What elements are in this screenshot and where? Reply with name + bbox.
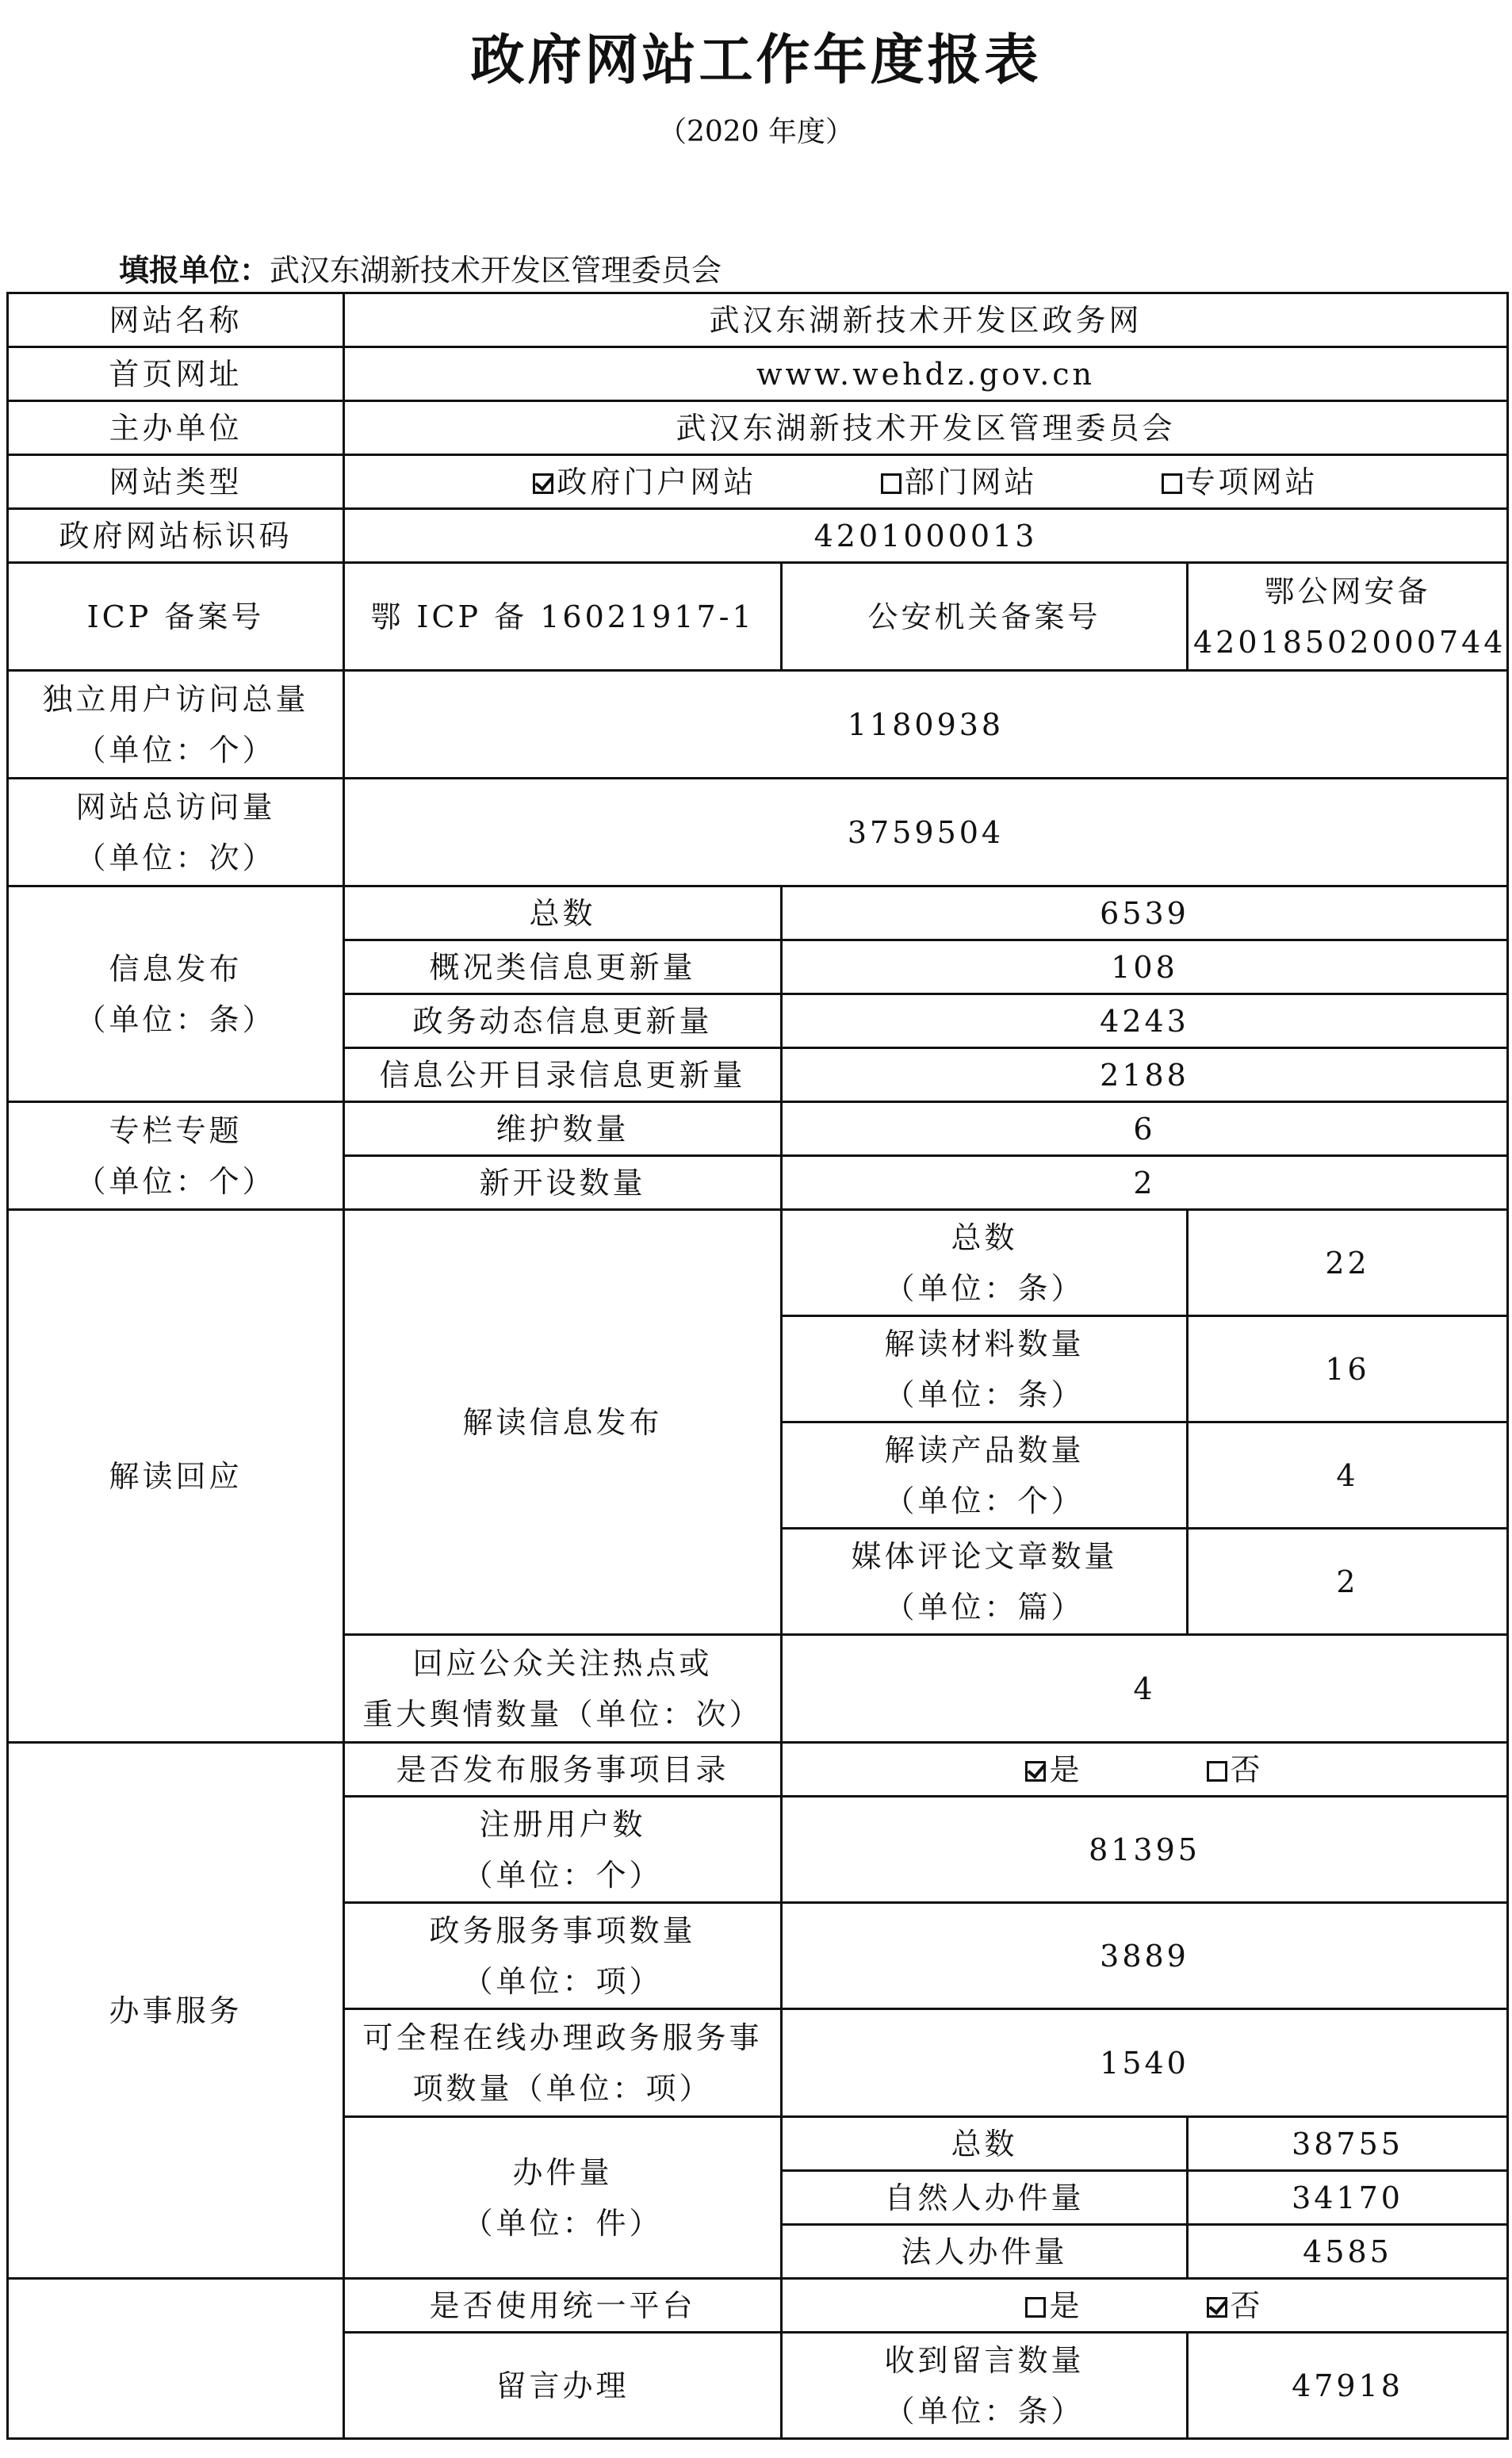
interp-row-label-line1: 总数: [951, 1219, 1018, 1255]
items-value: 3889: [782, 1903, 1508, 2009]
users-label-unit: （单位：个）: [462, 1857, 663, 1893]
column-row-label: 新开设数量: [344, 1156, 782, 1210]
uv-label-line1: 独立用户访问总量: [42, 681, 309, 717]
volume-label-unit: （单位：件）: [462, 2205, 663, 2241]
volume-row-value: 4585: [1188, 2225, 1508, 2279]
pv-label-unit: （单位：次）: [75, 840, 276, 875]
catalog-no-label: 否: [1230, 1752, 1264, 1787]
uv-label-unit: （单位：个）: [75, 732, 276, 768]
message-sub-label-unit: （单位：条）: [884, 2393, 1085, 2429]
police-record-value: [1188, 563, 1508, 671]
site-type-options: [344, 455, 1508, 509]
message-sub-label-line1: 收到留言数量: [884, 2342, 1085, 2378]
info-row-value: 108: [782, 940, 1508, 994]
table-row: [8, 779, 1508, 886]
platform-label: 是否使用统一平台: [344, 2279, 782, 2333]
police-record-line2: 42018502000744: [1193, 624, 1506, 660]
catalog-label: 是否发布服务事项目录: [344, 1743, 782, 1797]
report-table: [6, 292, 1509, 2440]
site-type-label: 网站类型: [8, 455, 344, 509]
catalog-option-yes[interactable]: [1025, 1744, 1082, 1795]
interp-row-label: [782, 1210, 1188, 1316]
fill-unit-value: 武汉东湖新技术开发区管理委员会: [270, 253, 722, 288]
interp-row-label-unit: （单位：条）: [884, 1376, 1085, 1412]
table-row: [8, 509, 1508, 563]
checkbox-checked-icon[interactable]: [1025, 1761, 1046, 1782]
checkbox-checked-icon[interactable]: [533, 473, 553, 494]
pv-label-line1: 网站总访问量: [75, 789, 276, 825]
info-row-label: 总数: [344, 886, 782, 940]
home-url-label: 首页网址: [8, 347, 344, 401]
site-id-label: 政府网站标识码: [8, 509, 344, 563]
table-row: [8, 2279, 1508, 2333]
checkbox-checked-icon[interactable]: [1207, 2297, 1227, 2318]
fill-unit: [119, 246, 722, 289]
platform-option-yes[interactable]: [1025, 2280, 1082, 2331]
users-value: 81395: [782, 1797, 1508, 1903]
column-row-value: 6: [782, 1102, 1508, 1156]
table-row: [8, 563, 1508, 671]
volume-row-label: 总数: [782, 2117, 1188, 2171]
volume-row-label: 法人办件量: [782, 2225, 1188, 2279]
column-row-label: 维护数量: [344, 1102, 782, 1156]
platform-yes-label: 是: [1049, 2288, 1083, 2323]
interp-row-label-line1: 解读材料数量: [884, 1326, 1085, 1361]
fill-unit-label: 填报单位：: [119, 253, 270, 288]
info-row-label: 概况类信息更新量: [344, 940, 782, 994]
catalog-options: [782, 1743, 1508, 1797]
interp-row-label: [782, 1422, 1188, 1529]
info-row-value: 6539: [782, 886, 1508, 940]
interp-label: 解读回应: [8, 1210, 344, 1743]
icp-label: ICP 备案号: [8, 563, 344, 671]
hot-label: [344, 1635, 782, 1743]
host-unit-label: 主办单位: [8, 401, 344, 455]
column-label-line1: 专栏专题: [109, 1112, 243, 1148]
message-sub-label: [782, 2333, 1188, 2439]
volume-row-value: 34170: [1188, 2171, 1508, 2225]
site-type-option-label: 政府门户网站: [557, 464, 757, 500]
catalog-option-no[interactable]: [1207, 1744, 1264, 1795]
platform-option-no[interactable]: [1207, 2280, 1264, 2331]
table-row: [8, 455, 1508, 509]
site-type-option-portal[interactable]: [533, 457, 756, 507]
volume-label: [344, 2117, 782, 2279]
page-title: 政府网站工作年度报表: [470, 29, 1042, 92]
pv-label: [8, 779, 344, 886]
site-name-label: 网站名称: [8, 293, 344, 347]
checkbox-unchecked-icon[interactable]: [1162, 473, 1182, 494]
info-row-value: 4243: [782, 994, 1508, 1048]
interp-row-value: 2: [1188, 1529, 1508, 1635]
site-type-option-label: 专项网站: [1185, 464, 1319, 500]
police-record-line1: 鄂公网安备: [1264, 573, 1431, 609]
message-label: 留言办理: [344, 2333, 782, 2439]
platform-no-label: 否: [1230, 2288, 1264, 2323]
info-row-value: 2188: [782, 1048, 1508, 1102]
online-label: [344, 2009, 782, 2117]
site-type-option-special[interactable]: [1162, 457, 1319, 507]
uv-label: [8, 671, 344, 779]
online-value: 1540: [782, 2009, 1508, 2117]
site-type-option-label: 部门网站: [904, 464, 1038, 500]
report-year: （2020 年度）: [657, 116, 855, 148]
info-row-label: 信息公开目录信息更新量: [344, 1048, 782, 1102]
column-label-unit: （单位：个）: [75, 1163, 276, 1199]
table-row: [8, 293, 1508, 347]
host-unit-value: 武汉东湖新技术开发区管理委员会: [344, 401, 1508, 455]
column-label: [8, 1102, 344, 1210]
table-row: [8, 1210, 1508, 1316]
column-row-value: 2: [782, 1156, 1508, 1210]
interp-row-label-unit: （单位：个）: [884, 1483, 1085, 1518]
table-row: [8, 401, 1508, 455]
table-row: [8, 1743, 1508, 1797]
info-label-unit: （单位：条）: [75, 1001, 276, 1037]
items-label: [344, 1903, 782, 2009]
volume-row-value: 38755: [1188, 2117, 1508, 2171]
volume-label-line1: 办件量: [512, 2154, 613, 2190]
uv-value: 1180938: [344, 671, 1508, 779]
hot-label-line2: 重大舆情数量（单位：次）: [362, 1696, 763, 1732]
checkbox-unchecked-icon[interactable]: [1207, 1761, 1227, 1782]
users-label-line1: 注册用户数: [479, 1806, 646, 1842]
interp-row-label: [782, 1316, 1188, 1422]
interp-sub-label: 解读信息发布: [344, 1210, 782, 1635]
hot-value: 4: [782, 1635, 1508, 1743]
checkbox-unchecked-icon[interactable]: [1025, 2297, 1046, 2318]
police-record-label: 公安机关备案号: [782, 563, 1188, 671]
site-type-option-department[interactable]: [881, 457, 1038, 507]
table-row: [8, 1102, 1508, 1156]
interp-row-label-line1: 媒体评论文章数量: [851, 1538, 1118, 1574]
info-row-label: 政务动态信息更新量: [344, 994, 782, 1048]
online-label-line1: 可全程在线办理政务服务事: [362, 2020, 763, 2055]
site-name-value: 武汉东湖新技术开发区政务网: [344, 293, 1508, 347]
users-label: [344, 1797, 782, 1903]
interp-row-label-unit: （单位：条）: [884, 1270, 1085, 1306]
checkbox-unchecked-icon[interactable]: [881, 473, 901, 494]
online-label-line2: 项数量（单位：项）: [412, 2070, 713, 2106]
home-url-value: www.wehdz.gov.cn: [344, 347, 1508, 401]
interp-row-value: 16: [1188, 1316, 1508, 1422]
interaction-label: [8, 2279, 344, 2439]
interp-row-value: 4: [1188, 1422, 1508, 1529]
interp-row-label-line1: 解读产品数量: [884, 1432, 1085, 1468]
interp-row-label-unit: （单位：篇）: [884, 1589, 1085, 1625]
icp-value: 鄂 ICP 备 16021917-1: [344, 563, 782, 671]
table-row: [8, 671, 1508, 779]
site-id-value: 4201000013: [344, 509, 1508, 563]
platform-options: [782, 2279, 1508, 2333]
info-label-line1: 信息发布: [109, 951, 243, 986]
volume-row-label: 自然人办件量: [782, 2171, 1188, 2225]
pv-value: 3759504: [344, 779, 1508, 886]
hot-label-line1: 回应公众关注热点或: [412, 1645, 713, 1681]
service-label: 办事服务: [8, 1743, 344, 2279]
interp-row-value: 22: [1188, 1210, 1508, 1316]
info-label: [8, 886, 344, 1102]
table-row: [8, 347, 1508, 401]
catalog-yes-label: 是: [1049, 1752, 1083, 1787]
items-label-unit: （单位：项）: [462, 1963, 663, 1999]
interp-row-label: [782, 1529, 1188, 1635]
message-value: 47918: [1188, 2333, 1508, 2439]
table-row: [8, 886, 1508, 940]
items-label-line1: 政务服务事项数量: [429, 1912, 696, 1948]
